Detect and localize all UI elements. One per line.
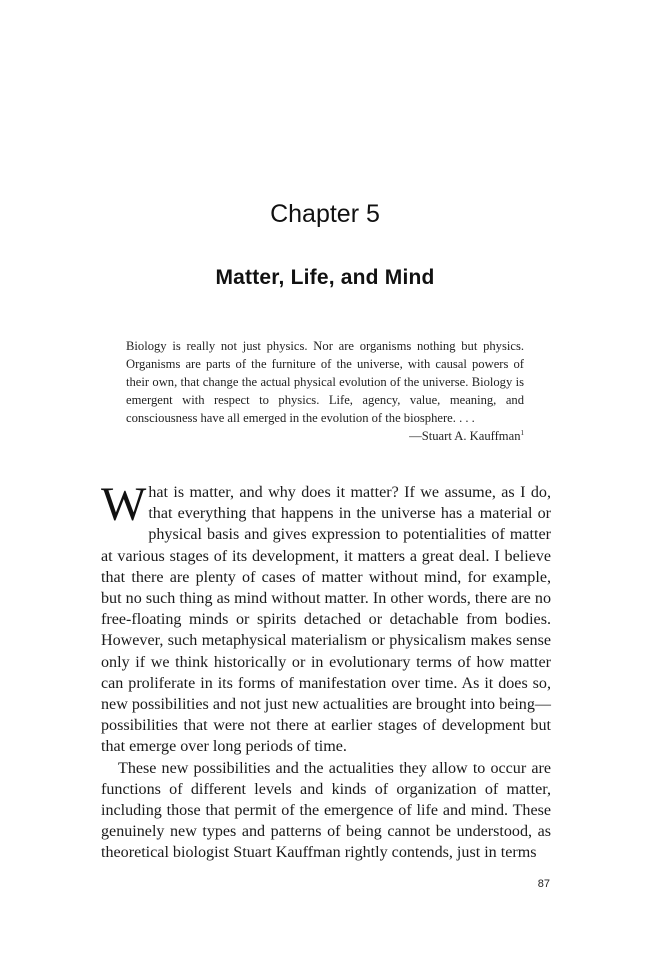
drop-cap: W [101,478,147,531]
footnote-marker: 1 [520,429,524,437]
epigraph-text: Biology is really not just physics. Nor are organisms nothing but physics. Organisms are parts of the furniture of the universe, with causal powers of their own, that change the actual physical evolution of the universe. Biology is emergent with respect to physics. Life, agency, value, meaning, and consciousness have all emerged in the evolution of the biosphere. . . . [126,339,524,425]
attribution-text: —Stuart A. Kauffman [409,429,521,443]
body-text [101,478,551,864]
page-number: 87 [537,878,550,890]
paragraph-1-text: hat is matter, and why does it matter? If we assume, as I do, that everything that happens in the universe has a material or physical basis and gives expression to potentialities of matter at various stages of its development, it matters a great deal. I believe that there are plenty of cases of matter without mind, for example, but no such thing as mind without matter. In other words, there are no free-floating minds or spirits detached or detachable from bodies. However, such metaphysical materialism or physicalism makes sense only if we think historically or in evolutionary terms of how matter can proliferate in its forms of manifestation over time. As it does so, new possibilities and not just new actualities are brought into being—possibilities that were not there at earlier stages of development but that emerge over long periods of time. [101,484,551,756]
paragraph-1 [101,478,551,758]
chapter-label: Chapter 5 [270,200,380,228]
paragraph-2: These new possibilities and the actualities they allow to occur are functions of different levels and kinds of organization of matter, including those that permit of the emergence of life and mind. These genuinely new types and patterns of being cannot be understood, as theoretical biologist Stuart Kauffman rightly contends, just in terms [101,759,551,862]
epigraph [126,337,524,427]
epigraph-attribution [409,429,524,444]
chapter-title: Matter, Life, and Mind [215,266,435,289]
